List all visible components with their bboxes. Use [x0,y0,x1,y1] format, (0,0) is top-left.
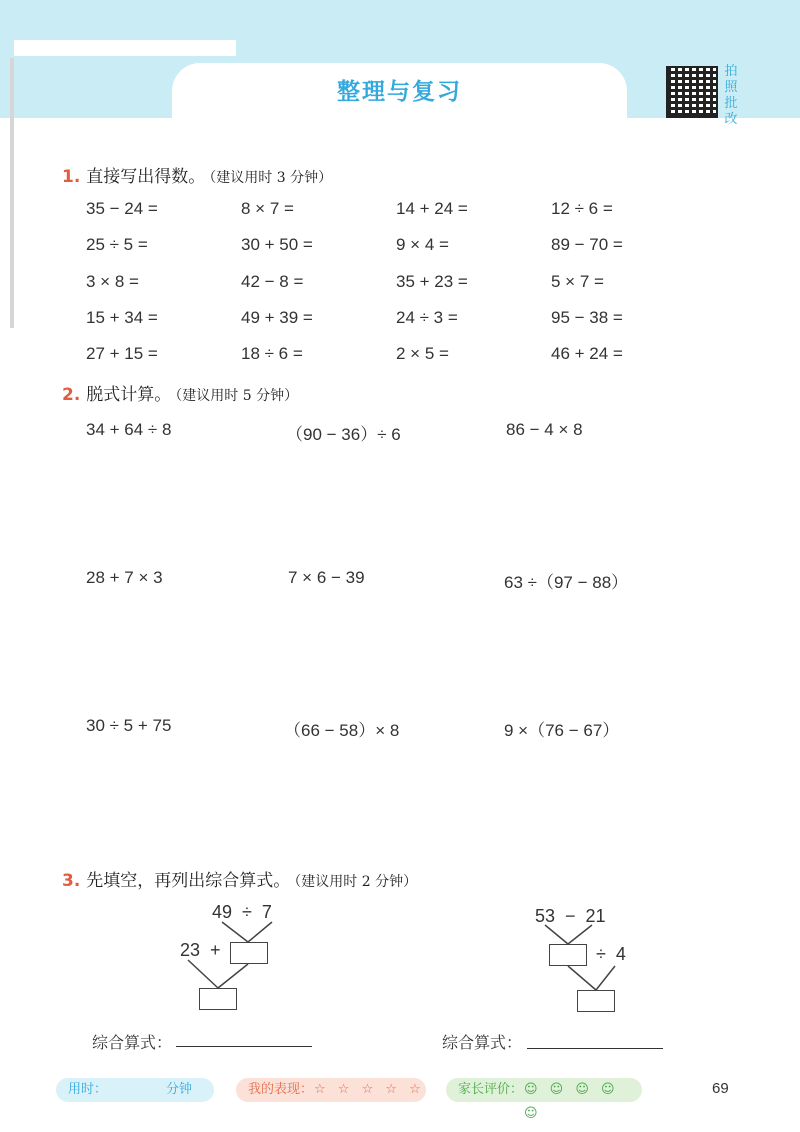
page-number: 69 [712,1080,729,1097]
tree-left-top: 49 ÷ 7 [212,902,272,922]
stepwise-question: （90 − 36）÷ 6 [286,425,401,444]
oral-question: 15 + 34 = [86,308,158,327]
section-3-number: 3. [62,871,81,891]
time-pill [56,1078,214,1102]
smiley-rating-icons[interactable]: ☺ ☺ ☺ ☺ ☺ [524,1082,619,1121]
section-3-text: 先填空，再列出综合算式。 [86,871,291,891]
formula-answer-line-right[interactable] [527,1048,663,1049]
tree-right-top: 53 − 21 [535,906,606,926]
time-unit: 分钟 [165,1082,192,1097]
answer-box[interactable] [230,942,268,964]
oral-question: 42 − 8 = [241,272,304,291]
oral-question: 2 × 5 = [396,344,449,363]
answer-box[interactable] [199,988,237,1010]
tree-right-side: ÷ 4 [596,944,626,964]
formula-label-right: 综合算式： [442,1035,523,1052]
section-3-hint: （建议用时 2 分钟） [294,874,418,890]
stepwise-question: 30 ÷ 5 + 75 [86,716,172,735]
performance-pill [236,1078,426,1102]
page-title: 整理与复习 [337,79,462,105]
stepwise-question: 9 ×（76 − 67） [504,721,620,740]
stepwise-question: 86 − 4 × 8 [506,420,583,439]
tree-left-side: 23 + [180,940,221,960]
star-rating-icons[interactable]: ☆ ☆ ☆ ☆ ☆ [314,1082,425,1097]
stepwise-question: 28 + 7 × 3 [86,568,163,587]
answer-box[interactable] [577,990,615,1012]
formula-label-left: 综合算式： [92,1035,173,1052]
oral-question: 25 ÷ 5 = [86,235,148,254]
parent-eval-label: 家长评价： [458,1082,524,1097]
time-label: 用时： [68,1082,108,1097]
answer-box[interactable] [549,944,587,966]
oral-question: 46 + 24 = [551,344,623,363]
oral-question: 24 ÷ 3 = [396,308,458,327]
parent-eval-pill [446,1078,642,1121]
section-1-hint: （建议用时 3 分钟） [209,170,333,186]
oral-question: 3 × 8 = [86,272,139,291]
stepwise-question: 7 × 6 − 39 [288,568,365,587]
performance-label: 我的表现： [248,1082,314,1097]
oral-question: 27 + 15 = [86,344,158,363]
stepwise-question: 63 ÷（97 − 88） [504,573,629,592]
section-2-text: 脱式计算。 [86,385,172,405]
oral-question: 30 + 50 = [241,235,313,254]
section-1-text: 直接写出得数。 [86,167,206,187]
stepwise-question: 34 + 64 ÷ 8 [86,420,172,439]
oral-question: 35 − 24 = [86,199,158,218]
oral-question: 89 − 70 = [551,235,623,254]
oral-question: 12 ÷ 6 = [551,199,613,218]
oral-question: 14 + 24 = [396,199,468,218]
section-2-number: 2. [62,385,81,405]
oral-question: 35 + 23 = [396,272,468,291]
oral-question: 49 + 39 = [241,308,313,327]
oral-question: 8 × 7 = [241,199,294,218]
oral-question: 9 × 4 = [396,235,449,254]
oral-question: 95 − 38 = [551,308,623,327]
stepwise-question: （66 − 58）× 8 [284,721,400,740]
oral-question: 18 ÷ 6 = [241,344,303,363]
qr-note: 拍照批改 [724,64,738,127]
section-2-hint: （建议用时 5 分钟） [175,388,299,404]
oral-question: 5 × 7 = [551,272,604,291]
formula-answer-line-left[interactable] [176,1046,312,1047]
section-1-number: 1. [62,167,81,187]
